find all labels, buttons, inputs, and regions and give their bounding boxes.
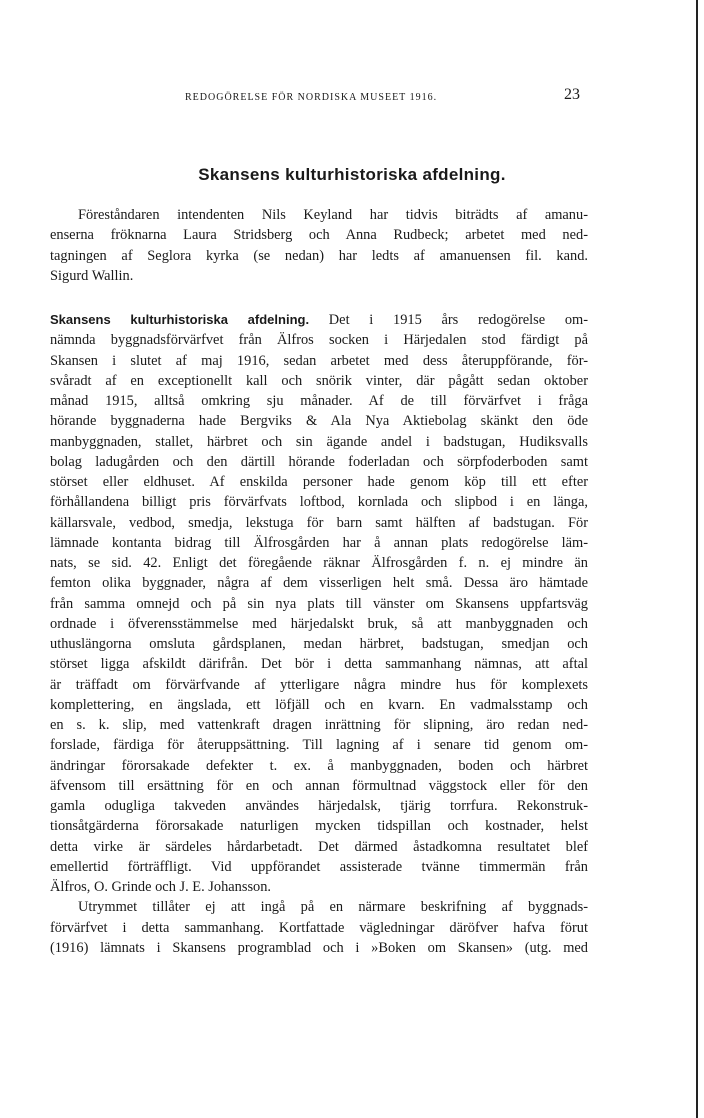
text-line: Skansen i slutet af maj 1916, sedan arbetet med dess återuppförande, för- (50, 352, 588, 369)
text-line: förhållandena billigt pris förvärfvats loftbod, kornlada och slipbod i en länga, (50, 494, 588, 511)
text-line: äfvensom till ersättning för en och annan förmultnad väggstock eller för den (50, 777, 588, 794)
text-line: Föreståndaren intendenten Nils Keyland har tidvis biträdts af amanu- (78, 207, 588, 223)
running-head: REDOGÖRELSE FÖR NORDISKA MUSEET 1916. (185, 92, 438, 103)
text-line: manbyggnaden, stallet, härbret och sin ägande andel i badstugan, Hudiksvalls (50, 433, 588, 450)
text-line: nats, se sid. 42. Enligt det föregående räknar Älfrosgården f. n. ej mindre än (50, 555, 588, 571)
text-line: forslade, färdiga för återuppsättning. Till lagning af i senare tid genom om- (50, 737, 588, 754)
text-line: (1916) lämnats i Skansens programblad och i »Boken om Skansen» (utg. med (50, 939, 588, 956)
text-line: lämnade kontanta bidrag till Älfrosgården har å annan plats redogörelse läm- (50, 534, 588, 551)
text-line: från samma omnejd och på sin nya plats till vänster om Skansens uppfartsväg (50, 595, 588, 612)
text-line: en s. k. slip, med vattenkraft dragen inrättning för slipning, äro redan ned- (50, 717, 588, 733)
text-line: svåradt af en exceptionellt kall och snörik vinter, där pågått sedan oktober (50, 372, 588, 389)
section-lead-heading: Skansens kulturhistoriska afdelning. (50, 312, 310, 327)
text-line: Älfros, O. Grinde och J. E. Johansson. (50, 879, 272, 895)
text-line: ändringar förorsakade defekter t. ex. å manbyggnaden, boden och härbret (50, 757, 588, 774)
text-line: enserna fröknarna Laura Stridsberg och Anna Rudbeck; arbetet med ned- (50, 227, 588, 244)
text-line: tagningen af Seglora kyrka (se nedan) har ledts af amanuensen fil. kand. (50, 247, 588, 264)
text-line: femton olika byggnader, några af dem visserligen helt små. Dessa äro hämtade (50, 575, 588, 592)
body-paragraph (50, 310, 588, 958)
text-line: komplettering, en ängslada, ett löfjäll och en kvarn. En vadmalsstamp och (50, 696, 588, 713)
text-line: störset eller eldhuset. Af enskilda personer hade genom köp till ett efter (50, 474, 588, 490)
text-line: nämnda byggnadsförvärfvet från Älfros socken i Härjedalen stod färdigt på (50, 332, 588, 349)
text-line: gamla odugliga takveden användes härjedalsk, tjärig torrfura. Rekonstruk- (50, 798, 588, 814)
text-line: källarsvale, vedbod, smedja, lekstuga för barn samt hälften af badstugan. För (50, 514, 588, 531)
text-line: ordnade i öfverensstämmelse med härjedalskt bruk, så att manbyggnaden och (50, 615, 588, 632)
text-line: är träffadt om förvärfvande af ytterligare några mindre hus för komplexets (50, 676, 588, 693)
text-line: tionsåtgärderna förorsakade naturligen mycken tidspillan och kostnader, helst (50, 818, 588, 835)
text-line: månad 1915, alltså omkring sju månader. Af de till förvärfvet i fråga (50, 393, 588, 409)
text-line: emellertid förträffligt. Vid uppförandet assisterade tvänne timmermän från (50, 858, 588, 875)
text-line: uthuslängorna omsluta gårdsplanen, medan härbret, badstugan, smedjan och (50, 636, 588, 652)
text-line: störset ligga afskildt därifrån. Det bör i detta sammanhang nämnas, att aftal (50, 656, 588, 673)
section-title: Skansens kulturhistoriska afdelning. (198, 165, 506, 184)
intro-paragraph (50, 205, 588, 286)
text-line: Sigurd Wallin. (50, 267, 134, 284)
text-line-lead (50, 310, 588, 330)
text-line: Det i 1915 års redogörelse om- (309, 312, 588, 328)
text-line: Utrymmet tillåter ej att ingå på en närmare beskrifning af byggnads- (78, 899, 588, 916)
page-number: 23 (564, 86, 580, 103)
text-line: hörande byggnaderna hade Bergviks & Ala Nya Aktiebolag skänkt den öde (50, 413, 588, 430)
text-line: förvärfvet i detta sammanhang. Kortfattade vägledningar däröfver hafva förut (50, 919, 588, 936)
text-line: detta virke är särdeles hårdarbetadt. Det därmed åstadkomna resultatet blef (50, 838, 588, 855)
text-line: bolag ladugården och den därtill hörande foderladan och sörpfoderboden samt (50, 453, 588, 470)
page-header (0, 0, 704, 120)
